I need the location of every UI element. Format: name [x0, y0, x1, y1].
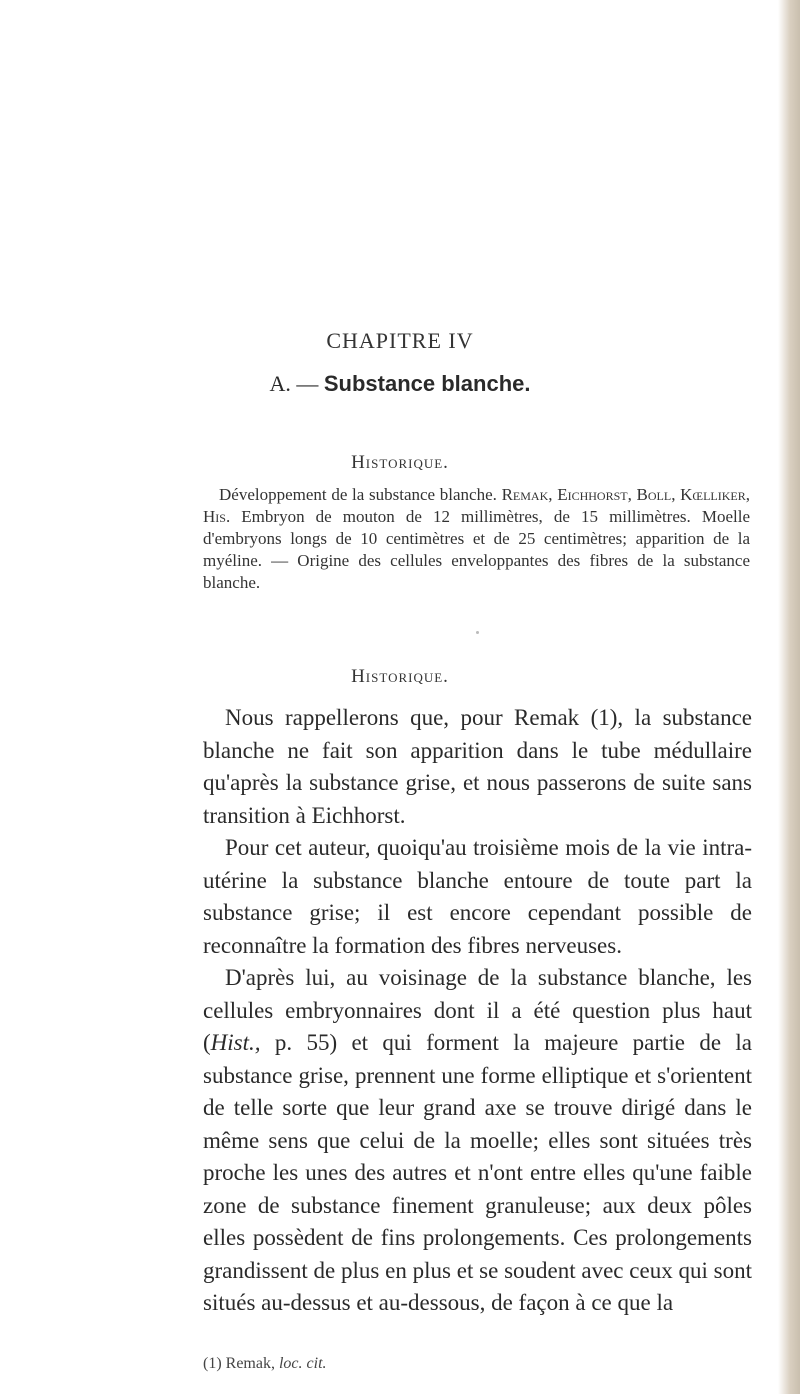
paragraph-3-rest: p. 55) et qui forment la majeure partie de la substance grise, prennent une forme elliptique et s'orientent de telle sorte que leur grand axe se trouve dirigé dans le même sens que celui de la moelle; elles sont situées très proche les unes des autres et n'ont entre elles qu'une faible zone de substance finement granuleuse; aux deux pôles elles possèdent de fins prolongements. Ces prolongements grandissent de plus en plus et se soudent avec ceux qui sont situés au-dessus et au-dessous, de façon à ce que la — [203, 1030, 752, 1315]
summary-rest: Embryon de mouton de 12 millimètres, de 15 millimètres. Moelle d'embryons longs de 10 centimètres et de 25 centimètres; apparition de la myéline. — Origine des cellules enveloppantes des fibres de la substance blanche. — [203, 507, 750, 592]
body-text — [203, 702, 752, 1320]
paragraph-3-start: D'après lui, au voisinage de la substance blanche, les cellules embryonnaires dont il a été question plus haut ( — [203, 965, 752, 1055]
section-dash: — — [296, 371, 319, 396]
summary-lead: Développement de la substance blanche. — [219, 485, 502, 504]
section-letter: A. — [269, 371, 291, 396]
footnote-reference: loc. cit. — [278, 1355, 327, 1372]
footnote-author: Remak, — [225, 1355, 275, 1372]
footnote-mark: (1) — [203, 1355, 222, 1372]
paragraph-3-reference: Hist., — [210, 1030, 261, 1055]
historique-heading-body: Historique. — [351, 666, 449, 687]
section-title — [0, 371, 800, 397]
section-title-text: Substance blanche. — [323, 371, 531, 396]
footnote — [203, 1355, 327, 1373]
paragraph-2: Pour cet auteur, quoiqu'au troisième mois de la vie intra-utérine la substance blanche entoure de toute part la substance grise; il est encore cependant possible de reconnaître la formation des fibres nerveuses. — [203, 835, 752, 958]
page-edge-shadow — [778, 0, 800, 1394]
paragraph-3 — [203, 962, 752, 1320]
separator-dot — [476, 631, 479, 634]
paragraph-1: Nous rappellerons que, pour Remak (1), la substance blanche ne fait son apparition dans le tube médullaire qu'après la substance grise, et nous passerons de suite sans transition à Eichhorst. — [203, 705, 752, 828]
chapter-title: CHAPITRE IV — [326, 328, 474, 353]
summary-authors: Remak, Eichhorst, Boll, Kœlliker, His. — [203, 485, 750, 526]
chapter-summary — [203, 484, 750, 594]
historique-heading-summary: Historique. — [351, 452, 449, 473]
